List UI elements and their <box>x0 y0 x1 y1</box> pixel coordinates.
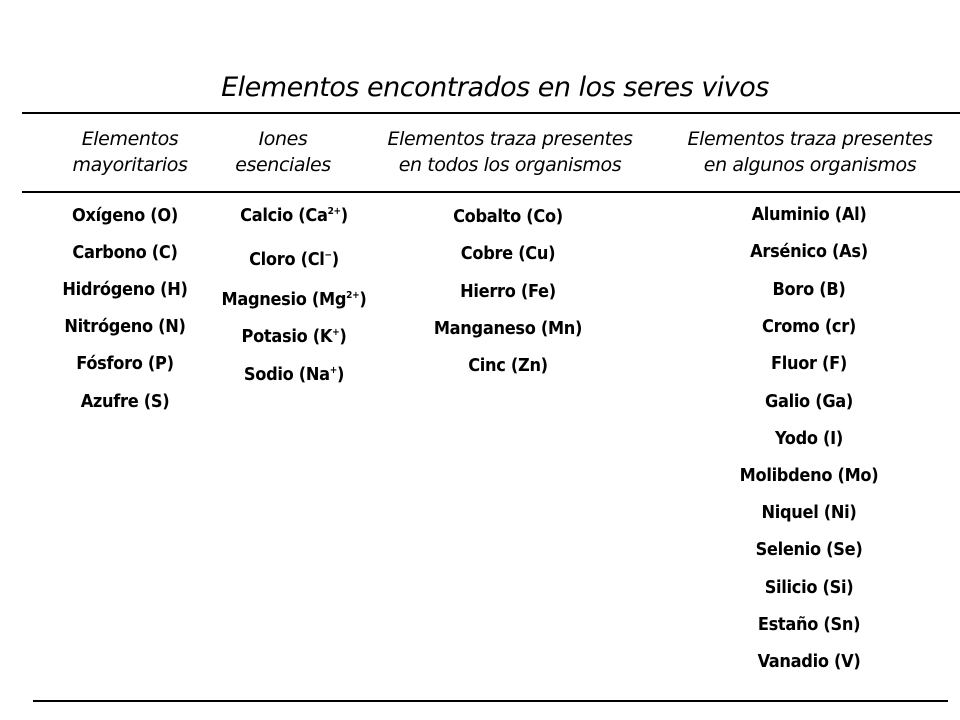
trace-cinc: Cinc (Zn) <box>468 355 548 376</box>
bottom-divider <box>33 700 948 702</box>
ion-text: Calcio (Ca <box>240 205 328 226</box>
ion-cloro <box>249 249 339 270</box>
ion-charge: + <box>332 327 340 338</box>
header-line: en algunos organismos <box>703 154 917 176</box>
ion-sodio <box>244 364 344 385</box>
element-azufre: Azufre (S) <box>80 391 170 412</box>
ion-potasio <box>242 326 347 347</box>
element-fosforo: Fósforo (P) <box>76 353 174 374</box>
trace-arsenico: Arsénico (As) <box>750 241 868 262</box>
trace-cobalto: Cobalto (Co) <box>453 206 563 227</box>
ion-text: Magnesio (Mg <box>221 289 347 310</box>
trace-niquel: Niquel (Ni) <box>761 502 857 523</box>
header-line: Elementos <box>81 128 179 150</box>
trace-aluminio: Aluminio (Al) <box>751 204 867 225</box>
trace-cromo: Cromo (cr) <box>761 316 857 337</box>
header-line: Elementos traza presentes <box>387 128 633 150</box>
ion-text: Sodio (Na <box>243 364 330 385</box>
ion-text: Cloro (Cl <box>249 249 325 270</box>
header-line: esenciales <box>235 154 331 176</box>
element-oxigeno: Oxígeno (O) <box>72 205 178 226</box>
header-traza-algunos <box>660 126 960 178</box>
ion-close: ) <box>337 364 345 385</box>
trace-molibdeno: Molibdeno (Mo) <box>739 465 879 486</box>
header-divider <box>22 191 960 193</box>
element-carbono: Carbono (C) <box>72 242 178 263</box>
header-line: mayoritarios <box>72 154 188 176</box>
trace-fluor: Fluor (F) <box>770 353 848 374</box>
ion-calcio <box>240 205 348 226</box>
ion-charge: 2+ <box>346 290 360 301</box>
ion-charge: + <box>329 365 338 376</box>
top-divider <box>22 112 960 114</box>
header-mayoritarios <box>40 126 220 178</box>
header-line: Iones <box>258 128 308 150</box>
ion-close: ) <box>340 205 348 226</box>
trace-hierro: Hierro (Fe) <box>460 281 556 302</box>
trace-manganeso: Manganeso (Mn) <box>433 318 583 339</box>
ion-close: ) <box>339 326 347 347</box>
trace-vanadio: Vanadio (V) <box>757 651 861 672</box>
ion-text: Potasio (K <box>241 326 333 347</box>
ion-close: ) <box>331 249 339 270</box>
trace-boro: Boro (B) <box>772 279 846 300</box>
trace-yodo: Yodo (I) <box>775 428 843 449</box>
page-title: Elementos encontrados en los seres vivos <box>221 72 769 103</box>
header-traza-todos <box>360 126 660 178</box>
ion-charge: 2+ <box>327 206 341 217</box>
element-nitrogeno: Nitrógeno (N) <box>64 316 186 337</box>
header-line: Elementos traza presentes <box>687 128 933 150</box>
trace-cobre: Cobre (Cu) <box>460 243 556 264</box>
trace-estano: Estaño (Sn) <box>757 614 861 635</box>
trace-silicio: Silicio (Si) <box>764 577 854 598</box>
trace-galio: Galio (Ga) <box>764 391 854 412</box>
element-hidrogeno: Hidrógeno (H) <box>62 279 188 300</box>
trace-selenio: Selenio (Se) <box>755 539 863 560</box>
ion-magnesio <box>222 289 367 310</box>
ion-close: ) <box>359 289 367 310</box>
header-iones <box>213 126 353 178</box>
header-line: en todos los organismos <box>398 154 622 176</box>
ion-charge: − <box>324 250 332 261</box>
